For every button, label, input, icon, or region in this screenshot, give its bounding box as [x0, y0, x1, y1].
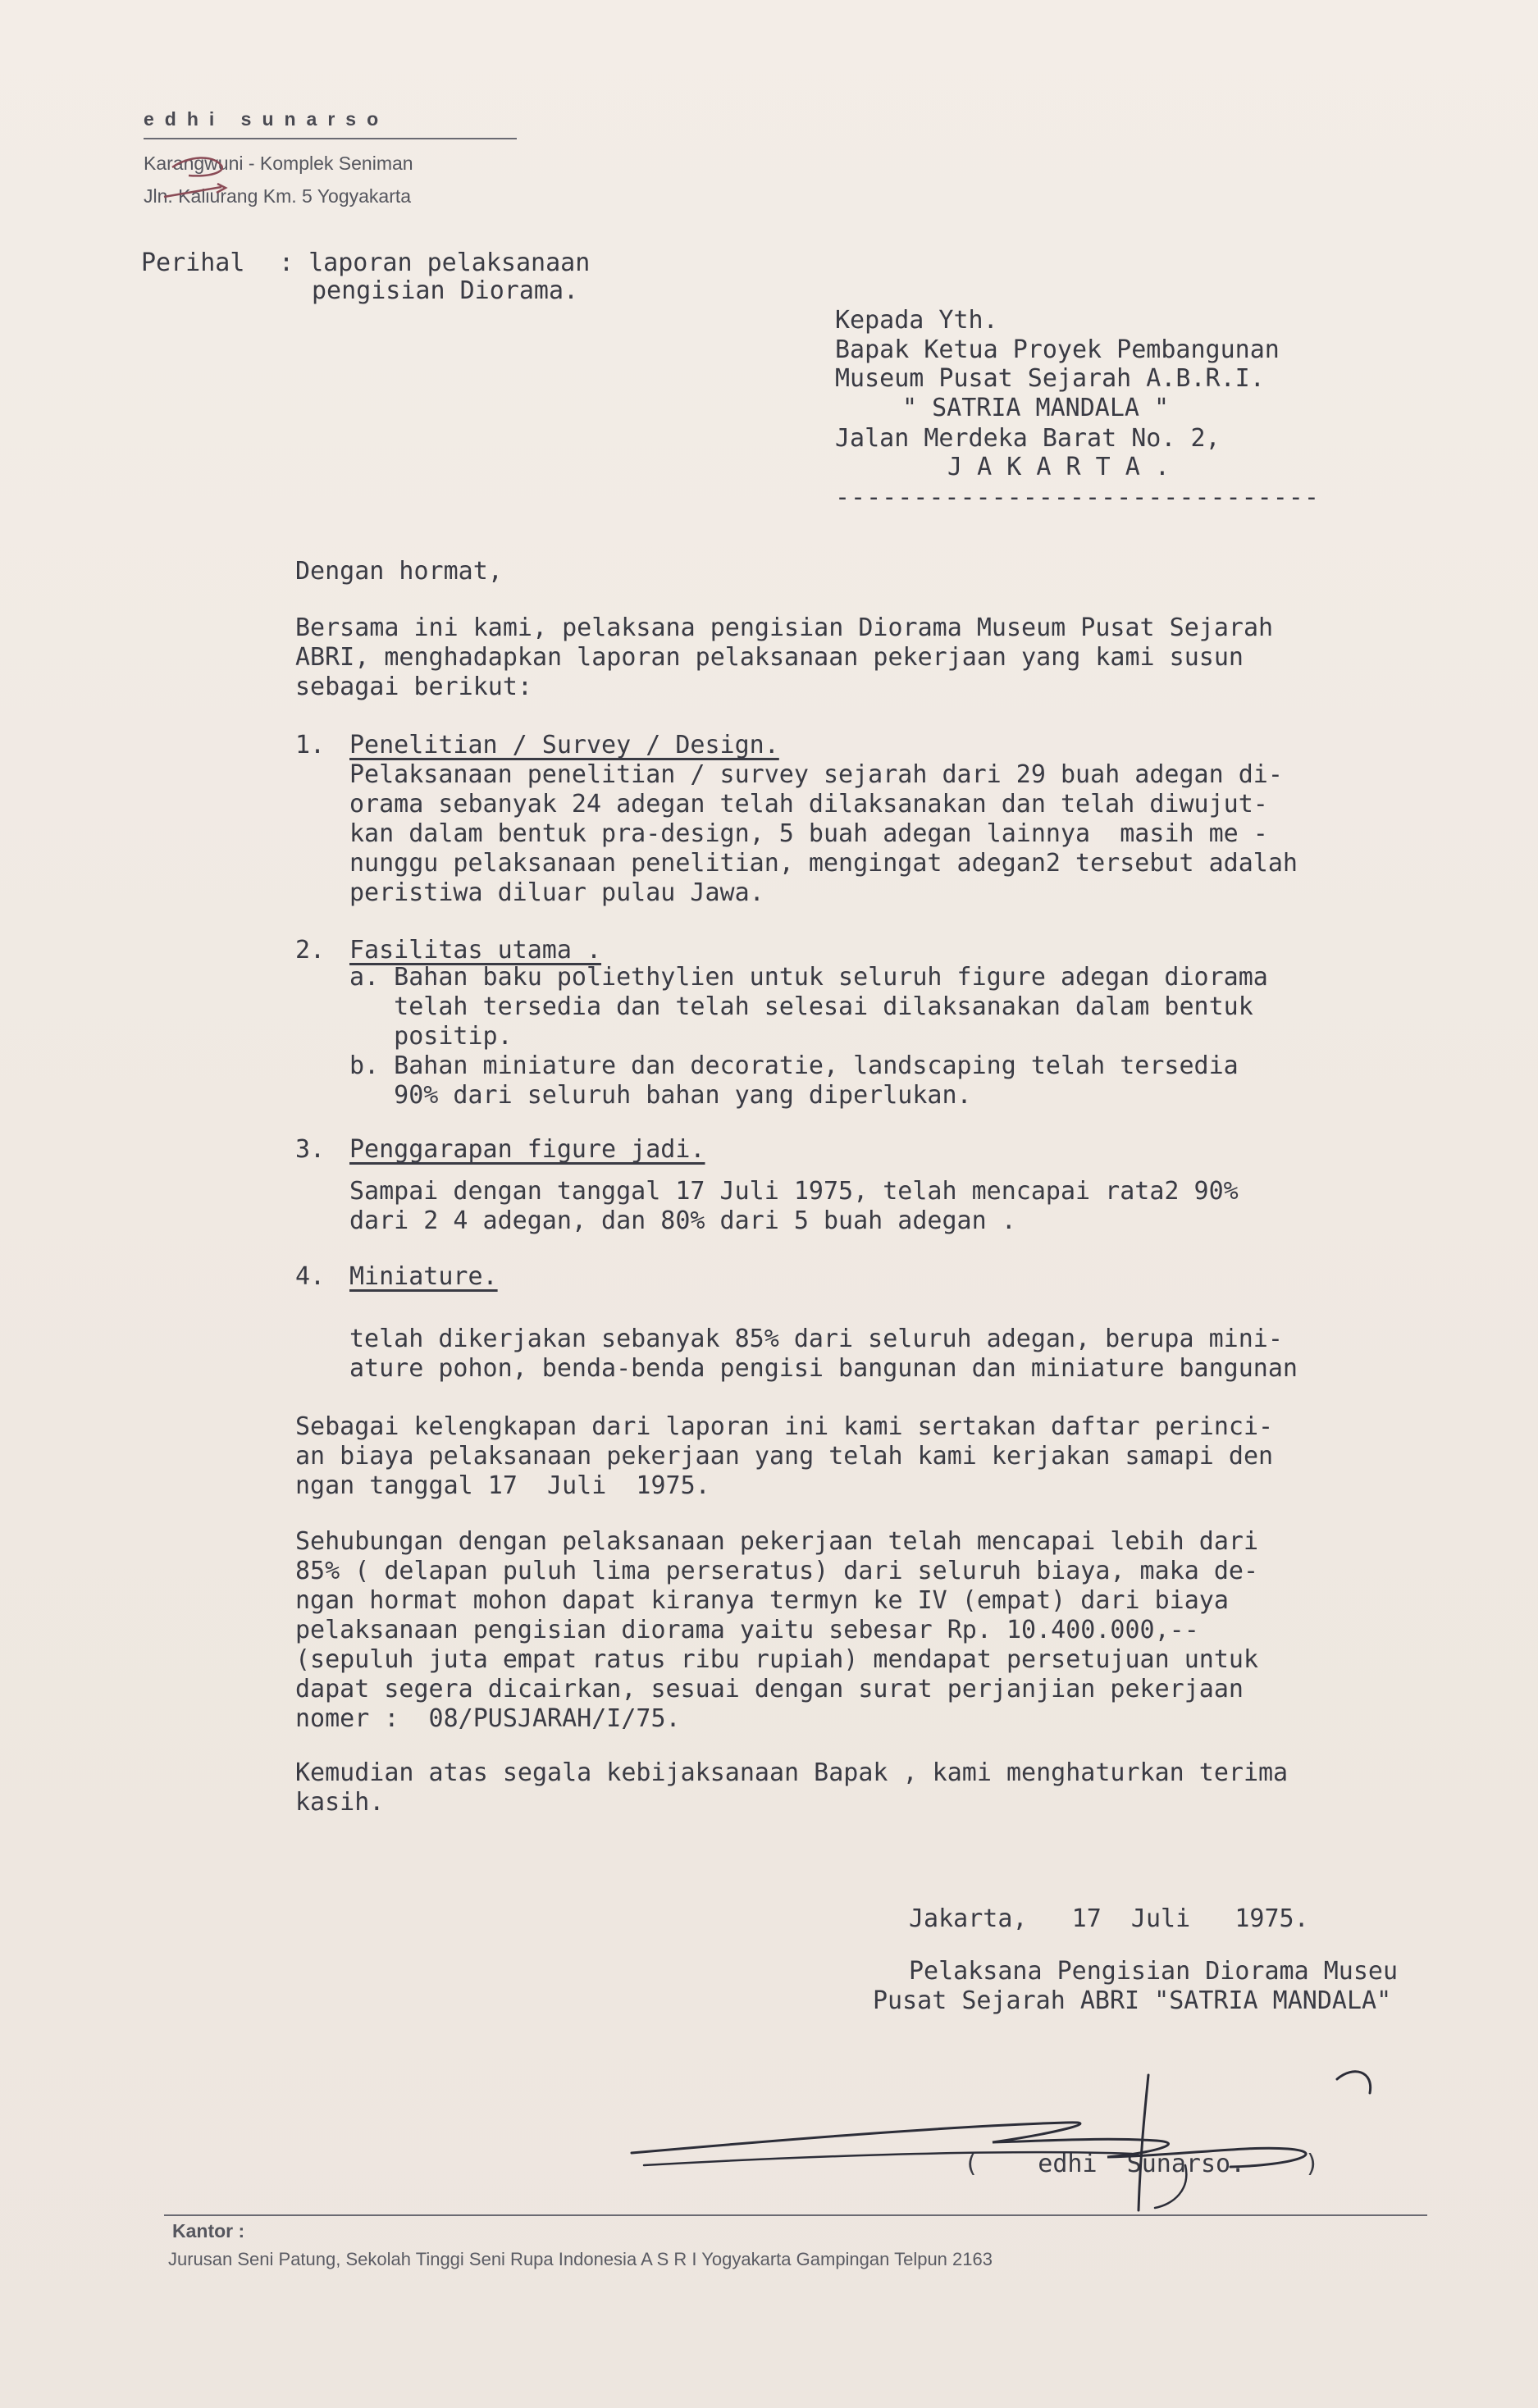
subject-line-2: pengisian Diorama.: [312, 276, 579, 305]
recipient-line-5: Jalan Merdeka Barat No. 2,: [835, 424, 1221, 453]
section-4-number: 4.: [295, 1262, 326, 1291]
section-2-line-1: a. Bahan baku poliethylien untuk seluruh figure adegan diorama: [349, 963, 1268, 992]
handwritten-correction-mark: [131, 148, 320, 205]
section-4-title: Miniature.: [349, 1262, 498, 1291]
signature-role-line-2: Pusat Sejarah ABRI "SATRIA MANDALA": [873, 1986, 1392, 2015]
letterhead-rule: [144, 138, 517, 139]
section-2-number: 2.: [295, 936, 326, 965]
intro-line-3: sebagai berikut:: [295, 673, 532, 701]
paragraph-2-line-7: nomer : 08/PUSJARAH/I/75.: [295, 1704, 681, 1733]
paragraph-2-line-5: (sepuluh juta empat ratus ribu rupiah) mendapat persetujuan untuk: [295, 1645, 1258, 1674]
signature-name: ( edhi Sunarso. ): [964, 2150, 1320, 2178]
paragraph-2-line-4: pelaksanaan pengisian diorama yaitu sebesar Rp. 10.400.000,--: [295, 1616, 1199, 1644]
letterhead-name: edhi sunarso: [144, 108, 390, 130]
section-1-line-3: kan dalam bentuk pra-design, 5 buah adegan lainnya masih me -: [349, 819, 1268, 848]
paragraph-2-line-3: ngan hormat mohon dapat kiranya termyn ke IV (empat) dari biaya: [295, 1586, 1229, 1615]
closing-line-2: kasih.: [295, 1788, 385, 1817]
footer-rule: [164, 2214, 1427, 2216]
paragraph-2-line-6: dapat segera dicairkan, sesuai dengan surat perjanjian pekerjaan: [295, 1675, 1244, 1703]
intro-line-2: ABRI, menghadapkan laporan pelaksanaan pekerjaan yang kami susun: [295, 643, 1244, 672]
section-2-title: Fasilitas utama .: [349, 936, 602, 965]
section-1-line-5: peristiwa diluar pulau Jawa.: [349, 878, 764, 907]
section-2-line-4: b. Bahan miniature dan decoratie, landscaping telah tersedia: [349, 1051, 1239, 1080]
paragraph-1-line-2: an biaya pelaksanaan pekerjaan yang telah kami kerjakan samapi den: [295, 1442, 1274, 1471]
signature-role-line-1: Pelaksana Pengisian Diorama Museu: [909, 1957, 1399, 1986]
letterhead-address-2: Jln. Kaliurang Km. 5 Yogyakarta: [144, 185, 412, 207]
section-3-line-2: dari 2 4 adegan, dan 80% dari 5 buah adegan .: [349, 1206, 1016, 1235]
recipient-line-4: " SATRIA MANDALA ": [902, 394, 1170, 422]
intro-line-1: Bersama ini kami, pelaksana pengisian Diorama Museum Pusat Sejarah: [295, 613, 1274, 642]
recipient-line-1: Kepada Yth.: [835, 306, 998, 335]
recipient-line-6: J A K A R T A .: [947, 453, 1170, 481]
section-4-line-1: telah dikerjakan sebanyak 85% dari seluruh adegan, berupa mini-: [349, 1325, 1283, 1353]
paragraph-2-line-1: Sehubungan dengan pelaksanaan pekerjaan telah mencapai lebih dari: [295, 1527, 1258, 1556]
section-1-number: 1.: [295, 731, 326, 759]
footer-text: Jurusan Seni Patung, Sekolah Tinggi Seni Rupa Indonesia A S R I Yogyakarta Gampingan Telpun 2163: [168, 2249, 993, 2269]
handwritten-signature: [607, 2026, 1427, 2214]
section-2-line-2: telah tersedia dan telah selesai dilaksanakan dalam bentuk: [349, 992, 1253, 1021]
salutation: Dengan hormat,: [295, 557, 503, 586]
paragraph-1-line-3: ngan tanggal 17 Juli 1975.: [295, 1471, 710, 1500]
section-1-line-2: orama sebanyak 24 adegan telah dilaksanakan dan telah diwujut-: [349, 790, 1268, 819]
footer-label: Kantor :: [172, 2220, 245, 2242]
section-2-line-3: positip.: [349, 1022, 513, 1051]
section-1-title: Penelitian / Survey / Design.: [349, 731, 779, 759]
subject-label: Perihal: [141, 249, 245, 277]
recipient-line-3: Museum Pusat Sejarah A.B.R.I.: [835, 364, 1265, 393]
letterhead-address-1: Karangwuni - Komplek Seniman: [144, 153, 413, 174]
section-2-line-5: 90% dari seluruh bahan yang diperlukan.: [349, 1081, 972, 1110]
section-3-number: 3.: [295, 1135, 326, 1164]
section-3-line-1: Sampai dengan tanggal 17 Juli 1975, telah mencapai rata2 90%: [349, 1177, 1239, 1206]
signature-date: Jakarta, 17 Juli 1975.: [909, 1904, 1309, 1933]
section-1-line-1: Pelaksanaan penelitian / survey sejarah dari 29 buah adegan di-: [349, 760, 1283, 789]
subject-line-1: : laporan pelaksanaan: [279, 249, 591, 277]
section-4-line-2: ature pohon, benda-benda pengisi bangunan dan miniature bangunan: [349, 1354, 1298, 1383]
section-1-line-4: nunggu pelaksanaan penelitian, mengingat adegan2 tersebut adalah: [349, 849, 1298, 878]
recipient-line-2: Bapak Ketua Proyek Pembangunan: [835, 335, 1280, 364]
closing-line-1: Kemudian atas segala kebijaksanaan Bapak , kami menghaturkan terima: [295, 1758, 1289, 1787]
section-3-title: Penggarapan figure jadi.: [349, 1135, 705, 1164]
recipient-rule: -------------------------------: [835, 483, 1320, 512]
paragraph-2-line-2: 85% ( delapan puluh lima perseratus) dari seluruh biaya, maka de-: [295, 1557, 1258, 1585]
paragraph-1-line-1: Sebagai kelengkapan dari laporan ini kami sertakan daftar perinci-: [295, 1412, 1274, 1441]
